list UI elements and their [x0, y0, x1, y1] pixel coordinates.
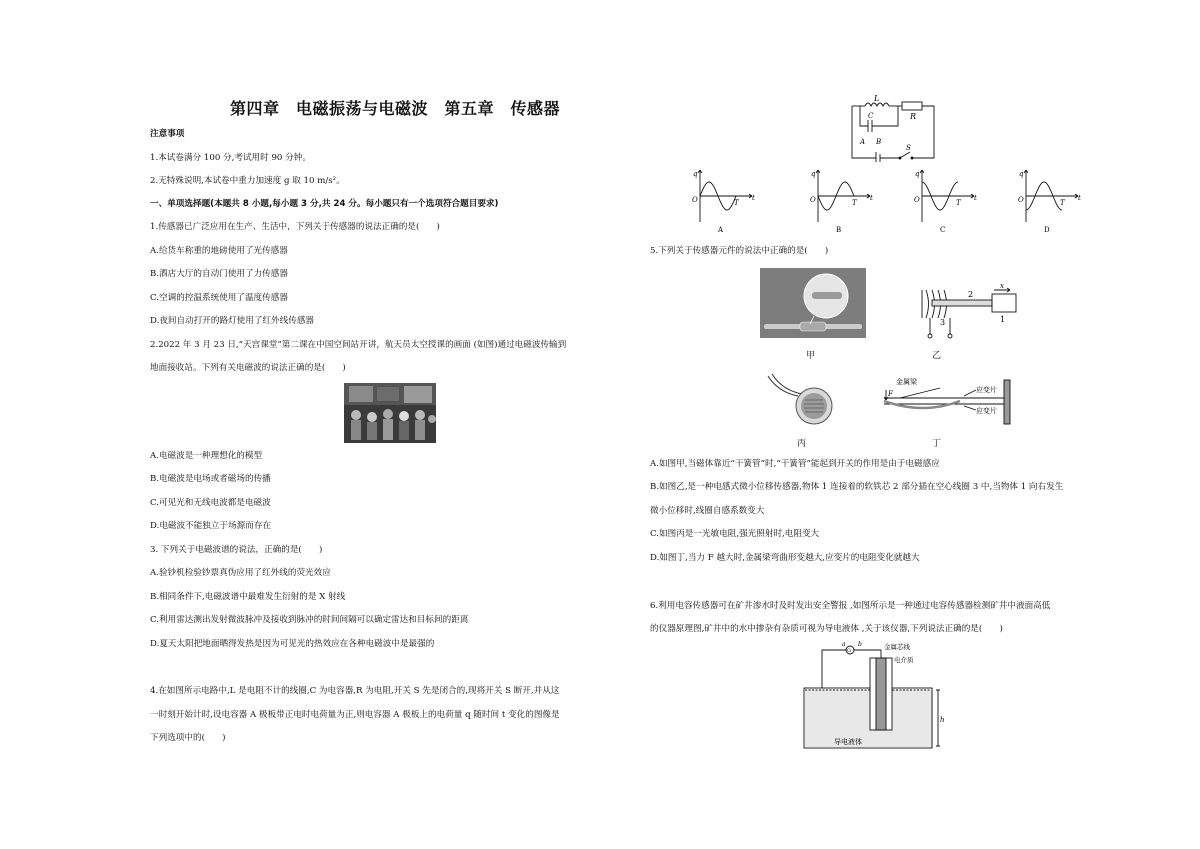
fig-bing-label: 丙: [797, 439, 807, 449]
q1-option-d: D.夜间自动打开的路灯使用了红外线传感器: [150, 316, 315, 326]
label-G: G: [847, 648, 851, 654]
reed-switch-photo: [760, 268, 866, 338]
axis-T-label: T: [852, 199, 857, 207]
section-heading: 一、单项选择题(本题共 8 小题,每小题 3 分,共 24 分。每小题只有一个选项符合题目要求): [150, 199, 499, 209]
label-beam: 金属梁: [896, 378, 917, 386]
notice-heading: 注意事项: [150, 129, 185, 139]
label-2: 2: [968, 290, 974, 299]
label-L: L: [874, 94, 880, 103]
label-F: F: [888, 390, 893, 398]
fig-jia-label: 甲: [806, 351, 816, 361]
q5-option-d: D.如图丁,当力 F 越大时,金属梁弯曲形变越大,应变片的电阻变化就越大: [650, 553, 920, 563]
label-gauge-1: 应变片: [976, 386, 997, 394]
label-1: 1: [1000, 315, 1006, 324]
label-C: C: [868, 112, 874, 120]
q2-option-a: A.电磁波是一种理想化的模型: [150, 451, 263, 461]
axis-origin-label: O: [1018, 196, 1024, 204]
label-S: S: [906, 144, 911, 152]
axis-q-label: q: [1019, 170, 1024, 178]
space-class-photo: [344, 383, 436, 443]
resistor: [902, 102, 922, 110]
axis-t-label: t: [1078, 194, 1081, 202]
label-A: A: [860, 138, 866, 146]
label-core: 金属芯线: [884, 643, 910, 651]
capacitive-level-sensor-diagram: [800, 640, 950, 750]
q5-stem: 5.下列关于传感器元件的说法中正确的是( ): [650, 246, 829, 256]
photoresistor-photo: [762, 372, 842, 430]
label-B: B: [876, 138, 882, 146]
page-title: 第四章 电磁振荡与电磁波 第五章 传感器: [230, 99, 561, 118]
graph-option-label: D: [1044, 226, 1050, 234]
axis-origin-label: O: [692, 196, 698, 204]
q4-stem-3: 下列选项中的( ): [150, 733, 226, 743]
q4-stem-2: 一时刻开始计时,设电容器 A 极板带正电时电荷量为正,则电容器 A 极板上的电荷量 q 随时间 t 变化的图像是: [150, 710, 560, 720]
graph-axes: [1024, 170, 1078, 222]
q1-option-a: A.给货车称重的地磅使用了光传感器: [150, 246, 288, 256]
q4-circuit-diagram: [840, 92, 940, 162]
q6-stem-2: 的仪器原理图,矿井中的水中掺杂有杂质可视为导电液体 ,关于该仪器,下列说法正确的是( ): [650, 624, 1003, 634]
fig-ding-label: 丁: [932, 439, 942, 449]
q2-option-c: C.可见光和无线电波都是电磁波: [150, 498, 271, 508]
axis-T-label: T: [956, 199, 961, 207]
axis-origin-label: O: [914, 196, 920, 204]
notice-2: 2.无特殊说明,本试卷中重力加速度 g 取 10 m/s²。: [150, 176, 345, 186]
graph-axes: [698, 170, 752, 222]
fig-yi-label: 乙: [932, 351, 942, 361]
q3-option-b: B.相同条件下,电磁波谱中最难发生衍射的是 X 射线: [150, 592, 346, 602]
q2-option-b: B.电磁波是电场或者磁场的传播: [150, 474, 271, 484]
q3-option-a: A.验钞机检验钞票真伪应用了红外线的荧光效应: [150, 568, 331, 578]
q5-option-a: A.如图甲,当磁体靠近“干簧管”时,“干簧管”能起到开关的作用是由于电磁感应: [650, 459, 940, 469]
battery: [876, 152, 880, 162]
q1-option-c: C.空调的控温系统使用了温度传感器: [150, 293, 288, 303]
label-liquid: 导电液体: [834, 738, 862, 746]
q3-option-c: C.利用雷达测出发射微波脉冲及接收到脉冲的时间间隔可以确定雷达和目标间的距离: [150, 615, 469, 625]
axis-t-label: t: [974, 194, 977, 202]
q3-stem: 3. 下列关于电磁波谱的说法，正确的是( ): [150, 545, 323, 555]
axis-t-label: t: [870, 194, 873, 202]
label-3: 3: [940, 318, 946, 327]
inductive-sensor-diagram: [912, 282, 1022, 342]
notice-1: 1.本试卷满分 100 分,考试用时 90 分钟。: [150, 153, 311, 163]
label-h: h: [940, 716, 945, 724]
axis-T-label: T: [1060, 199, 1065, 207]
axis-q-label: q: [915, 170, 920, 178]
label-b: b: [858, 641, 862, 648]
q2-option-d: D.电磁波不能独立于场源而存在: [150, 521, 272, 531]
q2-stem-2: 地面接收站。下列有关电磁波的说法正确的是( ): [150, 363, 346, 373]
q5-option-c: C.如图丙是一光敏电阻,强光照射时,电阻变大: [650, 529, 820, 539]
q1-option-b: B.酒店大厅的自动门使用了力传感器: [150, 269, 288, 279]
strain-gauge-diagram: [880, 376, 1020, 430]
axis-q-label: q: [811, 170, 816, 178]
axis-q-label: q: [693, 170, 698, 178]
label-dielectric: 电介质: [894, 656, 914, 664]
q2-stem-1: 2.2022 年 3 月 23 日,“天宫课堂”第二课在中国空间站开讲，航天员太空授课的画面 (如图)通过电磁波传输到: [150, 340, 567, 350]
graph-axes: [816, 170, 870, 222]
label-gauge-2: 应变片: [976, 407, 997, 415]
label-R: R: [910, 112, 917, 121]
axis-origin-label: O: [810, 196, 816, 204]
q6-stem-1: 6.利用电容传感器可在矿井渗水时及时发出安全警报 ,如图所示是一种通过电容传感器检测矿井中液面高低: [650, 601, 1051, 611]
q5-option-b-1: B.如图乙,是一种电感式微小位移传感器,物体 1 连接着的软铁芯 2 部分插在空心线圈 3 中,当物体 1 向右发生: [650, 482, 1064, 492]
q3-option-d: D.夏天太阳把地面晒得发热是因为可见光的热效应在各种电磁波中是最强的: [150, 639, 435, 649]
axis-t-label: t: [752, 194, 755, 202]
graph-option-label: A: [718, 226, 724, 234]
graph-option-label: C: [940, 226, 946, 234]
graph-option-label: B: [836, 226, 842, 234]
axis-T-label: T: [734, 199, 739, 207]
q5-option-b-2: 微小位移时,线圈自感系数变大: [650, 506, 765, 516]
q4-option-graphs: [688, 166, 1108, 236]
inductor-coil: [865, 103, 889, 106]
label-x: x: [1000, 282, 1004, 290]
q1-stem: 1.传感器已广泛应用在生产、生活中，下列关于传感器的说法正确的是( ): [150, 222, 440, 232]
q4-stem-1: 4.在如图所示电路中,L 是电阻不计的线圈,C 为电容器,R 为电阻,开关 S 先是闭合的,现将开关 S 断开,并从这: [150, 686, 560, 696]
label-a: a: [842, 641, 846, 648]
graph-axes: [920, 170, 974, 222]
